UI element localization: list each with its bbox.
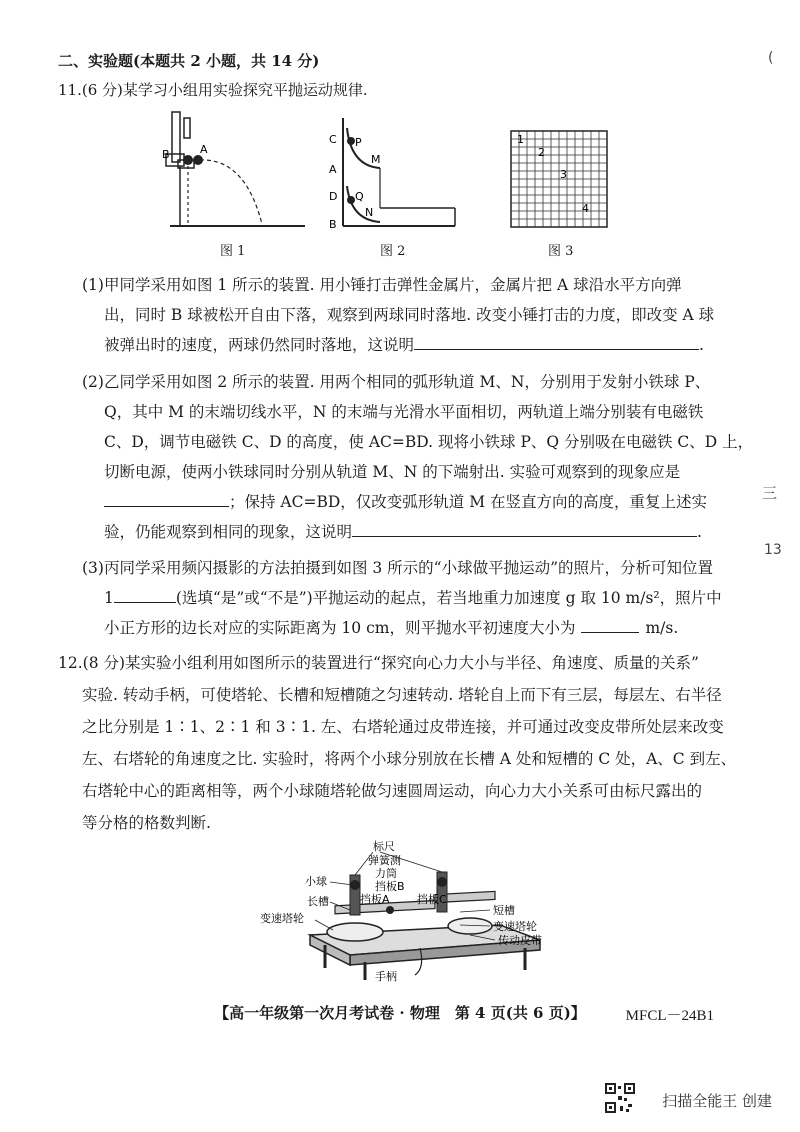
q11-part2-line5-text: ；保持 AC=BD，仅改变弧形轨道 M 在竖直方向的高度，重复上述实 <box>229 493 708 511</box>
q11-part2-line5 <box>104 487 707 517</box>
q12-line6: 等分格的格数判断. <box>82 814 211 832</box>
apparatus-label-biaochi: 标尺 <box>373 840 395 853</box>
q11-part2-line6: 验，仍能观察到相同的现象，这说明 . <box>104 517 702 547</box>
answer-blank-5[interactable] <box>581 614 639 633</box>
fig3-label-3: 3 <box>560 168 567 181</box>
q11-part3-line2 <box>104 583 722 613</box>
apparatus-label-bianxu-left: 变速塔轮 <box>260 912 304 925</box>
q11-part1-line3: 被弹出时的速度，两球仍然同时落地，这说明 . <box>104 330 704 360</box>
q12-line3: 之比分别是 1∶1、2∶1 和 3∶1. 左、右塔轮通过皮带连接，并可通过改变皮带所处层来改变 <box>82 718 724 736</box>
q11-part3-pos-1: 1 <box>104 589 114 607</box>
margin-mark-paren: ( <box>768 50 774 66</box>
qr-code-icon <box>604 1082 636 1114</box>
apparatus-label-shoubing: 手柄 <box>375 970 397 983</box>
apparatus-label-changcao: 长槽 <box>307 895 329 908</box>
fig3-label-1: 1 <box>517 133 524 146</box>
fig2-label-b: B <box>329 218 337 231</box>
apparatus-label-dangbanC: 挡板C <box>417 893 447 906</box>
q11-part3-line3-text: 小正方形的边长对应的实际距离为 10 cm，则平抛水平初速度大小为 <box>104 619 576 637</box>
margin-mark-13: 13 <box>764 542 782 558</box>
fig2-label-p: P <box>355 136 362 149</box>
q12-line4: 左、右塔轮的角速度之比. 实验时，将两个小球分别放在长槽 A 处和短槽的 C 处，A、C 到左、 <box>82 750 737 768</box>
figure-1-caption: 图 1 <box>220 244 246 259</box>
q11-part2-line1: (2)乙同学采用如图 2 所示的装置. 用两个相同的弧形轨道 M、N，分别用于发射小铁球 P、 <box>82 373 711 391</box>
exam-code: MFCL－24B1 <box>625 1008 714 1024</box>
apparatus-label-bianxu-right: 变速塔轮 <box>493 920 537 933</box>
margin-mark-san: 三 <box>762 484 778 502</box>
q11-part3-unit: m/s. <box>645 619 679 637</box>
figure-2-caption: 图 2 <box>380 244 406 259</box>
apparatus-label-dangbanB: 挡板B <box>375 880 405 893</box>
q12-line2: 实验. 转动手柄，可使塔轮、长槽和短槽随之匀速转动. 塔轮自上而下有三层，每层左、右半径 <box>82 686 722 704</box>
q11-part1-line2: 出，同时 B 球被松开自由下落，观察到两球同时落地. 改变小锤打击的力度，即改变 A 球 <box>104 306 715 324</box>
q11-part2-line6-text: 验，仍能观察到相同的现象，这说明 <box>104 523 353 541</box>
fig2-label-n: N <box>365 206 374 219</box>
fig1-label-b: B <box>162 148 170 161</box>
q12-line1: 12.(8 分)某实验小组利用如图所示的装置进行“探究向心力大小与半径、角速度、质量的关系” <box>58 654 699 672</box>
q11-part3-line1: (3)丙同学采用频闪摄影的方法拍摄到如图 3 所示的“小球做平抛运动”的照片，分析可知位置 <box>82 559 714 577</box>
apparatus-label-pidai: 传动皮带 <box>498 934 542 947</box>
apparatus-label-duancao: 短槽 <box>493 904 515 917</box>
q12-line5: 右塔轮中心的距离相等，两个小球随塔轮做匀速圆周运动，向心力大小关系可由标尺露出的 <box>82 782 703 800</box>
q11-part2-line3: C、D，调节电磁铁 C、D 的高度，使 AC=BD. 现将小铁球 P、Q 分别吸在电磁铁 C、D 上， <box>104 433 754 451</box>
q11-part1-line3-text: 被弹出时的速度，两球仍然同时落地，这说明 <box>104 336 415 354</box>
q11-part3-line3 <box>104 613 678 643</box>
fig3-label-4: 4 <box>582 202 589 215</box>
apparatus-label-tanhuang: 弹簧测 <box>368 854 401 867</box>
answer-blank-4[interactable] <box>114 584 176 603</box>
figure-1-diagram <box>160 108 320 233</box>
fig1-label-a: A <box>200 143 208 156</box>
figure-2-diagram <box>325 108 460 233</box>
q11-part3-line2-text: (选填“是”或“不是”)平抛运动的起点，若当地重力加速度 g 取 10 m/s²，照片中 <box>175 589 722 607</box>
fig2-label-c: C <box>329 133 337 146</box>
figure-3-caption: 图 3 <box>548 244 574 259</box>
fig3-label-2: 2 <box>538 146 545 159</box>
figure-3-grid <box>510 130 610 230</box>
scanner-watermark: 扫描全能王 创建 <box>662 1092 772 1110</box>
answer-blank-3[interactable] <box>352 518 697 537</box>
q11-part2-line4: 切断电源，使两小铁球同时分别从轨道 M、N 的下端射出. 实验可观察到的现象应是 <box>104 463 681 481</box>
fig2-label-m: M <box>371 153 381 166</box>
fig2-label-a: A <box>329 163 337 176</box>
section-heading: 二、实验题(本题共 2 小题，共 14 分) <box>58 52 320 70</box>
question-11-stem: 11.(6 分)某学习小组用实验探究平抛运动规律. <box>58 81 368 99</box>
fig2-label-q: Q <box>355 190 364 203</box>
apparatus-label-dangbanA: 挡板A <box>360 893 390 906</box>
q11-part2-line2: Q，其中 M 的末端切线水平，N 的末端与光滑水平面相切，两轨道上端分别装有电磁铁 <box>104 403 704 421</box>
page-footer-title: 【高一年级第一次月考试卷 · 物理 第 4 页(共 6 页)】 <box>214 1004 586 1022</box>
fig2-label-d: D <box>329 190 338 203</box>
apparatus-label-litong: 力筒 <box>375 867 397 880</box>
q11-part1-line1: (1)甲同学采用如图 1 所示的装置. 用小锤打击弹性金属片，金属片把 A 球沿水平方向弹 <box>82 276 682 294</box>
answer-blank-2[interactable] <box>104 488 229 507</box>
apparatus-label-xiaoqiu: 小球 <box>305 875 327 888</box>
centripetal-apparatus-figure <box>255 840 555 990</box>
answer-blank-1[interactable] <box>414 331 699 350</box>
